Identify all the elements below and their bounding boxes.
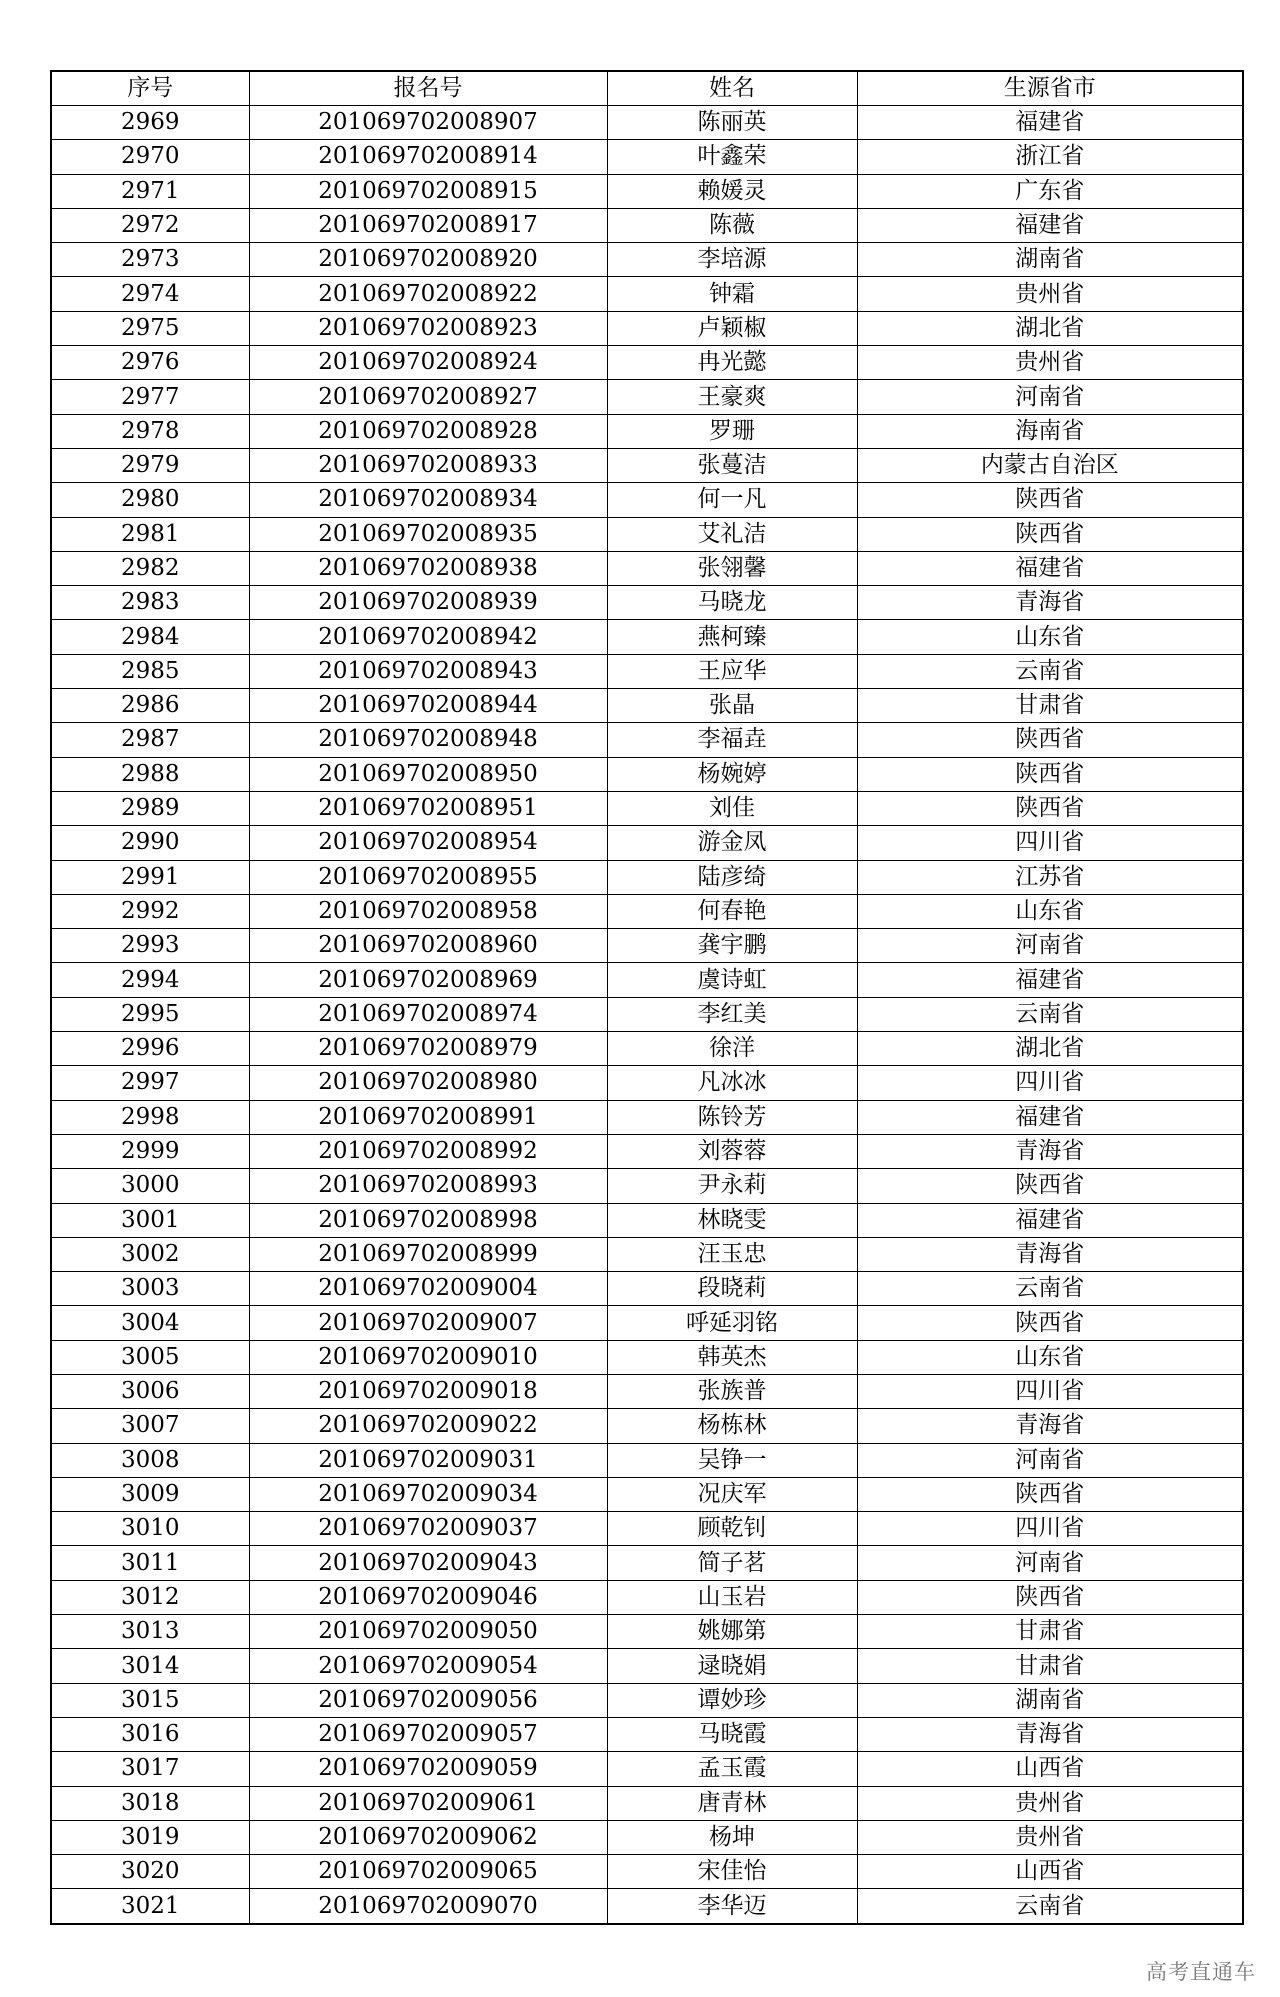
cell-province: 陕西省 bbox=[857, 517, 1243, 551]
cell-seq: 2991 bbox=[51, 860, 249, 894]
cell-province: 青海省 bbox=[857, 586, 1243, 620]
cell-seq: 3004 bbox=[51, 1306, 249, 1340]
cell-province: 福建省 bbox=[857, 1100, 1243, 1134]
cell-seq: 3003 bbox=[51, 1272, 249, 1306]
cell-reg-no: 201069702009043 bbox=[249, 1546, 607, 1580]
cell-name: 林晓雯 bbox=[607, 1203, 857, 1237]
cell-seq: 3018 bbox=[51, 1786, 249, 1820]
cell-seq: 3017 bbox=[51, 1752, 249, 1786]
cell-name: 姚娜第 bbox=[607, 1615, 857, 1649]
cell-province: 贵州省 bbox=[857, 346, 1243, 380]
cell-seq: 2974 bbox=[51, 277, 249, 311]
table-row bbox=[51, 448, 1243, 482]
header-reg-no: 报名号 bbox=[249, 71, 607, 106]
cell-province: 青海省 bbox=[857, 1409, 1243, 1443]
admission-list-table bbox=[50, 70, 1244, 1925]
table-row bbox=[51, 757, 1243, 791]
cell-reg-no: 201069702008934 bbox=[249, 483, 607, 517]
table-row bbox=[51, 620, 1243, 654]
cell-province: 云南省 bbox=[857, 1889, 1243, 1924]
cell-seq: 3009 bbox=[51, 1477, 249, 1511]
cell-name: 陈丽英 bbox=[607, 106, 857, 140]
cell-seq: 2997 bbox=[51, 1066, 249, 1100]
cell-reg-no: 201069702008907 bbox=[249, 106, 607, 140]
table-row bbox=[51, 1615, 1243, 1649]
table-row bbox=[51, 1340, 1243, 1374]
cell-seq: 2970 bbox=[51, 140, 249, 174]
cell-name: 况庆军 bbox=[607, 1477, 857, 1511]
table-row bbox=[51, 1477, 1243, 1511]
cell-reg-no: 201069702008955 bbox=[249, 860, 607, 894]
cell-name: 尹永莉 bbox=[607, 1169, 857, 1203]
cell-name: 叶鑫荣 bbox=[607, 140, 857, 174]
cell-seq: 2995 bbox=[51, 997, 249, 1031]
cell-province: 湖北省 bbox=[857, 311, 1243, 345]
cell-province: 湖南省 bbox=[857, 243, 1243, 277]
cell-province: 山东省 bbox=[857, 620, 1243, 654]
cell-reg-no: 201069702009034 bbox=[249, 1477, 607, 1511]
table-row bbox=[51, 860, 1243, 894]
cell-reg-no: 201069702008993 bbox=[249, 1169, 607, 1203]
cell-seq: 2982 bbox=[51, 551, 249, 585]
table-row bbox=[51, 1443, 1243, 1477]
cell-province: 云南省 bbox=[857, 1272, 1243, 1306]
cell-name: 李红美 bbox=[607, 997, 857, 1031]
cell-seq: 2983 bbox=[51, 586, 249, 620]
cell-province: 贵州省 bbox=[857, 277, 1243, 311]
cell-province: 陕西省 bbox=[857, 757, 1243, 791]
cell-name: 张晶 bbox=[607, 689, 857, 723]
cell-province: 福建省 bbox=[857, 1203, 1243, 1237]
cell-province: 河南省 bbox=[857, 1546, 1243, 1580]
table-row bbox=[51, 1546, 1243, 1580]
table-row bbox=[51, 1374, 1243, 1408]
table-row bbox=[51, 791, 1243, 825]
cell-reg-no: 201069702009010 bbox=[249, 1340, 607, 1374]
cell-name: 简子茗 bbox=[607, 1546, 857, 1580]
table-row bbox=[51, 483, 1243, 517]
cell-name: 韩英杰 bbox=[607, 1340, 857, 1374]
watermark-text: 高考直通车 bbox=[1146, 1960, 1256, 1984]
cell-province: 青海省 bbox=[857, 1237, 1243, 1271]
cell-reg-no: 201069702008979 bbox=[249, 1032, 607, 1066]
cell-province: 江苏省 bbox=[857, 860, 1243, 894]
cell-seq: 2989 bbox=[51, 791, 249, 825]
cell-reg-no: 201069702008922 bbox=[249, 277, 607, 311]
cell-province: 湖北省 bbox=[857, 1032, 1243, 1066]
cell-name: 唐青林 bbox=[607, 1786, 857, 1820]
cell-reg-no: 201069702008915 bbox=[249, 174, 607, 208]
cell-seq: 3008 bbox=[51, 1443, 249, 1477]
table-row bbox=[51, 1786, 1243, 1820]
table-row bbox=[51, 723, 1243, 757]
cell-province: 陕西省 bbox=[857, 1169, 1243, 1203]
cell-name: 张蔓洁 bbox=[607, 448, 857, 482]
header-seq: 序号 bbox=[51, 71, 249, 106]
cell-seq: 3006 bbox=[51, 1374, 249, 1408]
cell-reg-no: 201069702008960 bbox=[249, 929, 607, 963]
cell-seq: 2999 bbox=[51, 1134, 249, 1168]
cell-province: 河南省 bbox=[857, 1443, 1243, 1477]
cell-seq: 2975 bbox=[51, 311, 249, 345]
cell-seq: 2984 bbox=[51, 620, 249, 654]
cell-seq: 3021 bbox=[51, 1889, 249, 1924]
cell-name: 顾乾钊 bbox=[607, 1512, 857, 1546]
cell-reg-no: 201069702009054 bbox=[249, 1649, 607, 1683]
cell-province: 陕西省 bbox=[857, 723, 1243, 757]
table-row bbox=[51, 963, 1243, 997]
cell-seq: 3013 bbox=[51, 1615, 249, 1649]
cell-reg-no: 201069702009057 bbox=[249, 1717, 607, 1751]
cell-reg-no: 201069702008951 bbox=[249, 791, 607, 825]
cell-reg-no: 201069702009004 bbox=[249, 1272, 607, 1306]
cell-seq: 3019 bbox=[51, 1820, 249, 1854]
cell-province: 青海省 bbox=[857, 1134, 1243, 1168]
cell-reg-no: 201069702008938 bbox=[249, 551, 607, 585]
cell-name: 杨栋林 bbox=[607, 1409, 857, 1443]
table-row bbox=[51, 1237, 1243, 1271]
cell-name: 虞诗虹 bbox=[607, 963, 857, 997]
cell-reg-no: 201069702008998 bbox=[249, 1203, 607, 1237]
cell-seq: 2980 bbox=[51, 483, 249, 517]
cell-reg-no: 201069702009018 bbox=[249, 1374, 607, 1408]
table-row bbox=[51, 551, 1243, 585]
cell-province: 贵州省 bbox=[857, 1786, 1243, 1820]
table-row bbox=[51, 826, 1243, 860]
cell-reg-no: 201069702009056 bbox=[249, 1683, 607, 1717]
cell-province: 四川省 bbox=[857, 826, 1243, 860]
table-row bbox=[51, 277, 1243, 311]
cell-seq: 2981 bbox=[51, 517, 249, 551]
table-row bbox=[51, 1409, 1243, 1443]
cell-seq: 3012 bbox=[51, 1580, 249, 1614]
cell-seq: 3011 bbox=[51, 1546, 249, 1580]
cell-seq: 3001 bbox=[51, 1203, 249, 1237]
cell-name: 李华迈 bbox=[607, 1889, 857, 1924]
cell-name: 钟霜 bbox=[607, 277, 857, 311]
cell-reg-no: 201069702008923 bbox=[249, 311, 607, 345]
cell-name: 山玉岩 bbox=[607, 1580, 857, 1614]
table-row bbox=[51, 929, 1243, 963]
table-row bbox=[51, 243, 1243, 277]
cell-seq: 3007 bbox=[51, 1409, 249, 1443]
cell-name: 李福垚 bbox=[607, 723, 857, 757]
cell-province: 海南省 bbox=[857, 414, 1243, 448]
cell-seq: 2973 bbox=[51, 243, 249, 277]
table-row bbox=[51, 517, 1243, 551]
cell-reg-no: 201069702008914 bbox=[249, 140, 607, 174]
cell-name: 马晓霞 bbox=[607, 1717, 857, 1751]
cell-name: 徐洋 bbox=[607, 1032, 857, 1066]
cell-seq: 2987 bbox=[51, 723, 249, 757]
cell-province: 四川省 bbox=[857, 1066, 1243, 1100]
cell-seq: 2990 bbox=[51, 826, 249, 860]
cell-province: 福建省 bbox=[857, 963, 1243, 997]
cell-name: 段晓莉 bbox=[607, 1272, 857, 1306]
cell-province: 陕西省 bbox=[857, 1580, 1243, 1614]
cell-name: 艾礼洁 bbox=[607, 517, 857, 551]
table-row bbox=[51, 1752, 1243, 1786]
cell-seq: 3002 bbox=[51, 1237, 249, 1271]
cell-province: 陕西省 bbox=[857, 791, 1243, 825]
cell-name: 汪玉忠 bbox=[607, 1237, 857, 1271]
cell-name: 燕柯臻 bbox=[607, 620, 857, 654]
cell-province: 浙江省 bbox=[857, 140, 1243, 174]
cell-province: 山东省 bbox=[857, 894, 1243, 928]
table-row bbox=[51, 1306, 1243, 1340]
table-row bbox=[51, 1169, 1243, 1203]
cell-reg-no: 201069702008958 bbox=[249, 894, 607, 928]
cell-reg-no: 201069702008948 bbox=[249, 723, 607, 757]
cell-reg-no: 201069702008920 bbox=[249, 243, 607, 277]
cell-name: 杨婉婷 bbox=[607, 757, 857, 791]
cell-province: 河南省 bbox=[857, 380, 1243, 414]
cell-reg-no: 201069702008992 bbox=[249, 1134, 607, 1168]
table-row bbox=[51, 689, 1243, 723]
cell-seq: 2978 bbox=[51, 414, 249, 448]
table-row bbox=[51, 106, 1243, 140]
cell-name: 冉光懿 bbox=[607, 346, 857, 380]
table-row bbox=[51, 414, 1243, 448]
table-row bbox=[51, 1649, 1243, 1683]
cell-seq: 2979 bbox=[51, 448, 249, 482]
cell-reg-no: 201069702009050 bbox=[249, 1615, 607, 1649]
table-body bbox=[51, 106, 1243, 1924]
cell-seq: 2976 bbox=[51, 346, 249, 380]
cell-name: 罗珊 bbox=[607, 414, 857, 448]
cell-name: 马晓龙 bbox=[607, 586, 857, 620]
cell-seq: 2969 bbox=[51, 106, 249, 140]
cell-province: 青海省 bbox=[857, 1717, 1243, 1751]
cell-province: 陕西省 bbox=[857, 1306, 1243, 1340]
table-row bbox=[51, 1100, 1243, 1134]
cell-province: 甘肃省 bbox=[857, 1615, 1243, 1649]
cell-name: 呼延羽铭 bbox=[607, 1306, 857, 1340]
cell-province: 内蒙古自治区 bbox=[857, 448, 1243, 482]
cell-reg-no: 201069702009062 bbox=[249, 1820, 607, 1854]
table-row bbox=[51, 174, 1243, 208]
cell-reg-no: 201069702009007 bbox=[249, 1306, 607, 1340]
cell-province: 福建省 bbox=[857, 551, 1243, 585]
cell-reg-no: 201069702008954 bbox=[249, 826, 607, 860]
cell-name: 张翎馨 bbox=[607, 551, 857, 585]
cell-name: 刘蓉蓉 bbox=[607, 1134, 857, 1168]
table-row bbox=[51, 1855, 1243, 1889]
cell-seq: 3014 bbox=[51, 1649, 249, 1683]
cell-seq: 2994 bbox=[51, 963, 249, 997]
cell-name: 谭妙珍 bbox=[607, 1683, 857, 1717]
cell-name: 宋佳怡 bbox=[607, 1855, 857, 1889]
cell-seq: 2972 bbox=[51, 208, 249, 242]
cell-reg-no: 201069702009061 bbox=[249, 1786, 607, 1820]
cell-seq: 2998 bbox=[51, 1100, 249, 1134]
cell-name: 刘佳 bbox=[607, 791, 857, 825]
cell-province: 河南省 bbox=[857, 929, 1243, 963]
cell-province: 甘肃省 bbox=[857, 1649, 1243, 1683]
cell-name: 何春艳 bbox=[607, 894, 857, 928]
table-row bbox=[51, 894, 1243, 928]
cell-seq: 2977 bbox=[51, 380, 249, 414]
cell-reg-no: 201069702008980 bbox=[249, 1066, 607, 1100]
cell-province: 贵州省 bbox=[857, 1820, 1243, 1854]
cell-name: 王豪爽 bbox=[607, 380, 857, 414]
table-row bbox=[51, 654, 1243, 688]
cell-seq: 3005 bbox=[51, 1340, 249, 1374]
cell-reg-no: 201069702008935 bbox=[249, 517, 607, 551]
table-row bbox=[51, 1820, 1243, 1854]
cell-name: 孟玉霞 bbox=[607, 1752, 857, 1786]
cell-reg-no: 201069702008942 bbox=[249, 620, 607, 654]
table-row bbox=[51, 1580, 1243, 1614]
cell-province: 陕西省 bbox=[857, 1477, 1243, 1511]
cell-province: 福建省 bbox=[857, 106, 1243, 140]
cell-province: 四川省 bbox=[857, 1512, 1243, 1546]
cell-reg-no: 201069702008927 bbox=[249, 380, 607, 414]
cell-reg-no: 201069702009046 bbox=[249, 1580, 607, 1614]
cell-province: 山东省 bbox=[857, 1340, 1243, 1374]
table-row bbox=[51, 1889, 1243, 1924]
cell-province: 广东省 bbox=[857, 174, 1243, 208]
cell-province: 山西省 bbox=[857, 1752, 1243, 1786]
table-row bbox=[51, 1134, 1243, 1168]
cell-reg-no: 201069702009065 bbox=[249, 1855, 607, 1889]
table-row bbox=[51, 1272, 1243, 1306]
cell-name: 何一凡 bbox=[607, 483, 857, 517]
cell-name: 陈铃芳 bbox=[607, 1100, 857, 1134]
cell-reg-no: 201069702008939 bbox=[249, 586, 607, 620]
table-row bbox=[51, 1203, 1243, 1237]
cell-reg-no: 201069702009070 bbox=[249, 1889, 607, 1924]
cell-seq: 3016 bbox=[51, 1717, 249, 1751]
cell-name: 李培源 bbox=[607, 243, 857, 277]
header-province: 生源省市 bbox=[857, 71, 1243, 106]
cell-province: 云南省 bbox=[857, 997, 1243, 1031]
table-row bbox=[51, 586, 1243, 620]
cell-province: 四川省 bbox=[857, 1374, 1243, 1408]
cell-name: 陈薇 bbox=[607, 208, 857, 242]
cell-name: 杨坤 bbox=[607, 1820, 857, 1854]
cell-seq: 2988 bbox=[51, 757, 249, 791]
cell-reg-no: 201069702008950 bbox=[249, 757, 607, 791]
cell-reg-no: 201069702008944 bbox=[249, 689, 607, 723]
cell-seq: 3010 bbox=[51, 1512, 249, 1546]
table-row bbox=[51, 311, 1243, 345]
cell-seq: 2993 bbox=[51, 929, 249, 963]
cell-province: 山西省 bbox=[857, 1855, 1243, 1889]
header-name: 姓名 bbox=[607, 71, 857, 106]
cell-province: 甘肃省 bbox=[857, 689, 1243, 723]
cell-name: 凡冰冰 bbox=[607, 1066, 857, 1100]
cell-name: 陆彦绮 bbox=[607, 860, 857, 894]
cell-seq: 3015 bbox=[51, 1683, 249, 1717]
cell-name: 吴铮一 bbox=[607, 1443, 857, 1477]
cell-seq: 3000 bbox=[51, 1169, 249, 1203]
cell-seq: 2971 bbox=[51, 174, 249, 208]
table-row bbox=[51, 346, 1243, 380]
cell-name: 赖媛灵 bbox=[607, 174, 857, 208]
cell-reg-no: 201069702009031 bbox=[249, 1443, 607, 1477]
table-row bbox=[51, 1717, 1243, 1751]
cell-seq: 2986 bbox=[51, 689, 249, 723]
cell-reg-no: 201069702008969 bbox=[249, 963, 607, 997]
cell-name: 王应华 bbox=[607, 654, 857, 688]
cell-seq: 2985 bbox=[51, 654, 249, 688]
cell-reg-no: 201069702008943 bbox=[249, 654, 607, 688]
table-row bbox=[51, 1683, 1243, 1717]
cell-name: 龚宇鹏 bbox=[607, 929, 857, 963]
cell-reg-no: 201069702009037 bbox=[249, 1512, 607, 1546]
cell-reg-no: 201069702008924 bbox=[249, 346, 607, 380]
cell-name: 逯晓娟 bbox=[607, 1649, 857, 1683]
cell-province: 陕西省 bbox=[857, 483, 1243, 517]
table-row bbox=[51, 1032, 1243, 1066]
cell-reg-no: 201069702008928 bbox=[249, 414, 607, 448]
cell-reg-no: 201069702008974 bbox=[249, 997, 607, 1031]
table-row bbox=[51, 208, 1243, 242]
cell-seq: 3020 bbox=[51, 1855, 249, 1889]
cell-province: 湖南省 bbox=[857, 1683, 1243, 1717]
cell-reg-no: 201069702008991 bbox=[249, 1100, 607, 1134]
cell-seq: 2996 bbox=[51, 1032, 249, 1066]
table-row bbox=[51, 1512, 1243, 1546]
cell-seq: 2992 bbox=[51, 894, 249, 928]
cell-name: 游金凤 bbox=[607, 826, 857, 860]
cell-name: 卢颖椒 bbox=[607, 311, 857, 345]
table-row bbox=[51, 140, 1243, 174]
cell-reg-no: 201069702008917 bbox=[249, 208, 607, 242]
cell-province: 云南省 bbox=[857, 654, 1243, 688]
cell-name: 张族普 bbox=[607, 1374, 857, 1408]
table-row bbox=[51, 380, 1243, 414]
table-row bbox=[51, 997, 1243, 1031]
cell-reg-no: 201069702008999 bbox=[249, 1237, 607, 1271]
header-row bbox=[51, 71, 1243, 106]
table-row bbox=[51, 1066, 1243, 1100]
cell-reg-no: 201069702009022 bbox=[249, 1409, 607, 1443]
cell-reg-no: 201069702008933 bbox=[249, 448, 607, 482]
cell-reg-no: 201069702009059 bbox=[249, 1752, 607, 1786]
cell-province: 福建省 bbox=[857, 208, 1243, 242]
